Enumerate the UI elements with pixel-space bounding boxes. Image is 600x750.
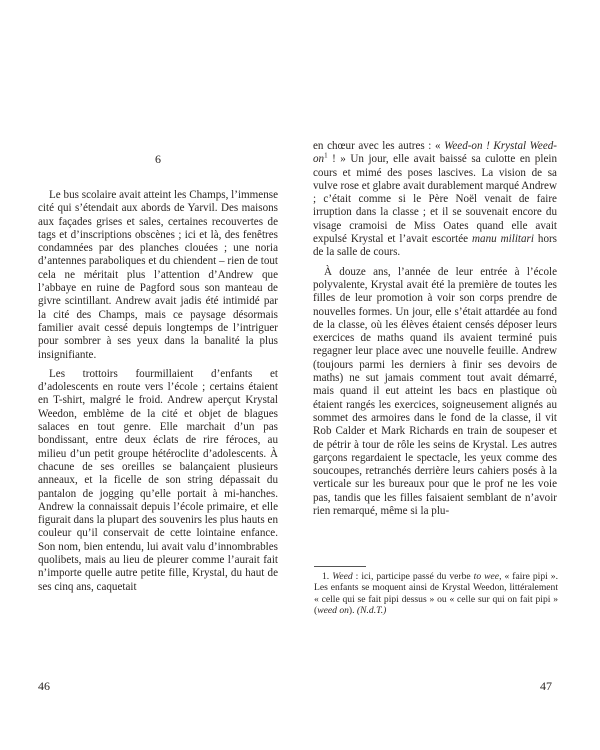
footnote: [314, 571, 558, 617]
paragraph-text: en chœur avec les autres : «: [313, 140, 445, 152]
paragraph-text: ! » Un jour, elle avait baissé sa culotte en plein cours et mimé des poses lascives. La vision de sa vulve rose et glabre avait durablement marqué Andrew ; c’était comme si le Père Noël venait de faire irruption dans la classe ; et il se souvenait encore du visage cramoisi de Miss Oates quand elle avait expulsé Krystal et l’avait escortée: [313, 153, 557, 246]
footnote-number: 1.: [322, 571, 330, 582]
paragraph: Le bus scolaire avait atteint les Champs, l’immense cité qui s’étendait aux abords de Yarvil. Des maisons aux façades grises et sales, certaines recouvertes de tags et d’inscriptions obscènes ; ici et là, des fenêtres condamnées par des planches clouées ; une noria d’antennes paraboliques et du chiendent – rien de tout cela ne méritait plus l’attention d’Andrew que l’abbaye en ruine de Pagford sous son manteau de givre scintillant. Andrew avait jadis été intimidé par la cité des Champs, mais ce paysage désormais familier avait cessé depuis longtemps de l’intriguer pour sombrer à ses yeux dans la banalité la plus insignifiante.: [38, 189, 278, 361]
footnote-ndt: (N.d.T.): [356, 605, 387, 617]
footnote-text: ).: [348, 605, 355, 617]
page-number-right: 47: [540, 679, 552, 693]
chapter-number: 6: [155, 152, 161, 166]
footnote-weed-on: weed on: [317, 605, 349, 617]
quote-text: Weed-on ! Krystal Weed-on: [313, 140, 557, 166]
latin-phrase: manu militari: [472, 233, 534, 246]
paragraph: Les trottoirs fourmillaient d’enfants et d’adolescents en route vers l’école ; certains étaient en T-shirt, malgré le froid. Andrew aperçut Krystal Weedon, emblème de la cité et objet de blagues salaces en tout genre. Elle marchait d’un pas bondissant, entre deux éclats de rire féroces, au milieu d’un petit groupe hétéroclite d’adolescents. À chacune de ses oreilles se balançaient plusieurs anneaux, et la ficelle de son string dépassait du pantalon de jogging qu’elle portait à mi-hanches. Andrew la connaissait depuis l’école primaire, et elle figurait dans la plupart des souvenirs les plus hauts en couleur qu’il conservait de cette lointaine enfance. Son nom, bien entendu, lui avait valu d’innombrables quolibets, mais au lieu de pleurer comme l’aurait fait n’importe quelle autre petite fille, Krystal, du haut de ses cinq ans, caquetait: [38, 367, 278, 593]
paragraph: À douze ans, l’année de leur entrée à l’école polyvalente, Krystal avait été la première de toutes les filles de leur promotion à voir son corps prendre de nouvelles formes. Un jour, elle s’était attardée au fond de la classe, où les élèves étaient censés déposer leurs exercices de maths quand ils avaient terminé puis regagner leur place avec une nouvelle feuille. Andrew (toujours parmi les derniers à finir ses devoirs de maths) ne sut jamais comment tout avait démarré, mais quand il eut atteint les bacs en plastique où étaient rangés les exercices, soigneusement alignés au sommet des armoires dans le fond de la classe, il vit Rob Calder et Mark Richards en train de soupeser et de pétrir à tour de rôle les seins de Krystal. Les autres garçons regardaient le spectacle, les yeux comme des soucoupes, retranchés derrière leurs cahiers posés à la verticale sur les bureaux pour que le prof ne les voie pas, tandis que les filles faisaient semblant de n’avoir rien remarqué, même si la plu-: [313, 265, 557, 518]
right-page: [300, 0, 600, 750]
paragraph: [313, 140, 557, 260]
footnote-text: : ici, participe passé du verbe: [352, 571, 474, 582]
footnote-verb: to wee: [473, 571, 500, 582]
footnote-text: , « faire pipi ». Les enfants se moquent ainsi de Krystal Weedon, littéralement « celle qui se fait pipi dessus » ou « celle sur qui on fait pipi » (: [314, 571, 559, 617]
left-text-column: [38, 189, 278, 594]
footnote-rule: [314, 566, 366, 567]
footnote-term: Weed: [332, 571, 353, 582]
footnote-ref: 1: [324, 151, 328, 160]
page-number-left: 46: [38, 679, 50, 693]
right-text-column: [313, 140, 557, 518]
paragraph-text: hors de la salle de cours.: [313, 233, 558, 259]
